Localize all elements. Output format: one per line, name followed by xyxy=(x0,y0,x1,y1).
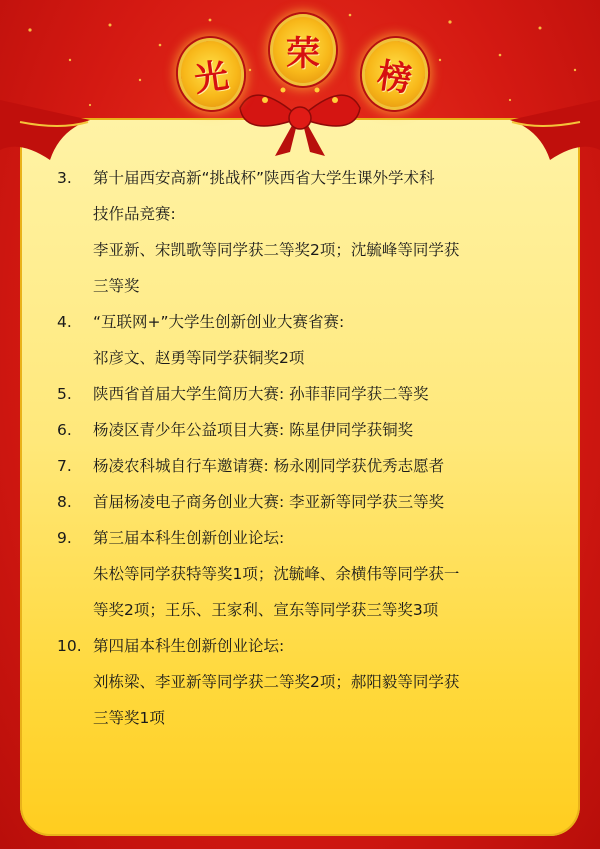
item-number: 8. xyxy=(57,493,72,511)
item-number: 5. xyxy=(57,385,72,403)
item-line: 刘栋梁、李亚新等同学获二等奖2项；郝阳毅等同学获 xyxy=(93,673,460,691)
award-item xyxy=(57,520,567,628)
item-line: 等奖2项；王乐、王家利、宣东等同学获三等奖3项 xyxy=(93,601,439,619)
item-line: 祁彦文、赵勇等同学获铜奖2项 xyxy=(93,349,305,367)
award-item xyxy=(57,376,567,412)
item-line: 三等奖1项 xyxy=(93,709,165,727)
item-line: 第四届本科生创新创业论坛: xyxy=(93,637,285,655)
item-number: 7. xyxy=(57,457,72,475)
item-number: 9. xyxy=(57,529,72,547)
item-number: 6. xyxy=(57,421,72,439)
item-line: 李亚新、宋凯歌等同学获二等奖2项；沈毓峰等同学获 xyxy=(93,241,460,259)
item-line: 第三届本科生创新创业论坛: xyxy=(93,529,285,547)
item-line: 首届杨凌电子商务创业大赛: 李亚新等同学获三等奖 xyxy=(93,493,445,511)
award-item xyxy=(57,412,567,448)
medal-char: 荣 xyxy=(286,33,320,74)
item-line: 陕西省首届大学生简历大赛: 孙菲菲同学获二等奖 xyxy=(93,385,429,403)
item-line: “互联网+”大学生创新创业大赛省赛: xyxy=(93,313,345,331)
award-item xyxy=(57,484,567,520)
red-bow-icon xyxy=(235,78,365,158)
ribbon-curl-left xyxy=(0,100,90,160)
item-number: 4. xyxy=(57,313,72,331)
award-item xyxy=(57,628,567,736)
item-line: 三等奖 xyxy=(93,277,140,295)
award-item xyxy=(57,304,567,376)
award-list xyxy=(57,160,567,736)
medal-char: 榜 xyxy=(374,55,415,100)
item-number: 10. xyxy=(57,637,82,655)
item-line: 第十届西安高新“挑战杯”陕西省大学生课外学术科 xyxy=(93,169,435,187)
item-line: 杨凌农科城自行车邀请赛: 杨永刚同学获优秀志愿者 xyxy=(93,457,445,475)
ribbon-curl-right xyxy=(510,100,600,160)
item-number: 3. xyxy=(57,169,72,187)
medal-rong xyxy=(270,14,336,86)
award-item xyxy=(57,448,567,484)
item-line: 杨凌区青少年公益项目大赛: 陈星伊同学获铜奖 xyxy=(93,421,414,439)
medal-char: 光 xyxy=(191,55,232,100)
award-item xyxy=(57,160,567,304)
item-line: 朱松等同学获特等奖1项；沈毓峰、余横伟等同学获一 xyxy=(93,565,460,583)
item-line: 技作品竞赛: xyxy=(93,205,176,223)
